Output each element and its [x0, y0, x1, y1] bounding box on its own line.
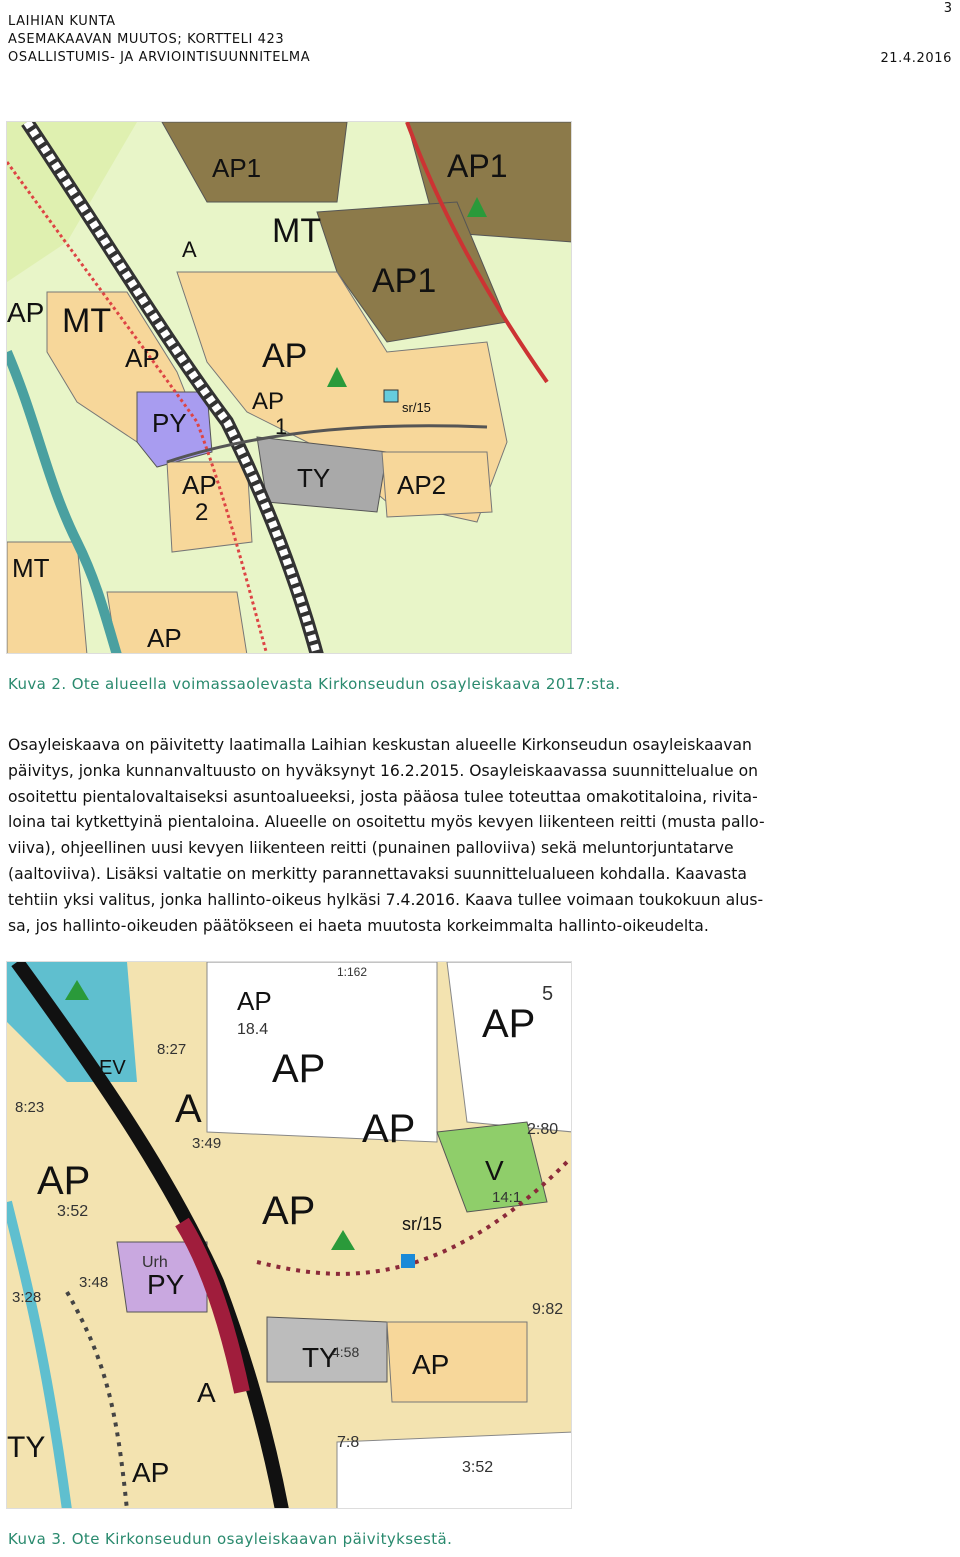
map1-label: AP — [125, 343, 160, 373]
map1-label: TY — [297, 463, 331, 493]
map1-label: MT — [12, 553, 50, 583]
map2-label: Urh — [142, 1254, 168, 1271]
map2-label: 14:1 — [492, 1189, 522, 1206]
map2-label: EV — [99, 1057, 126, 1079]
map1-label: AP — [182, 470, 217, 500]
figure-caption-3: Kuva 3. Ote Kirkonseudun osayleiskaavan päivityksestä. — [8, 1530, 453, 1548]
map2-blue-square-marker — [401, 1254, 415, 1268]
map2-label: AP — [132, 1457, 170, 1488]
map1-label: PY — [152, 408, 187, 438]
paragraph-line: päivitys, jonka kunnanvaltuusto on hyväksynyt 16.2.2015. Osayleiskaavassa suunnittelualue on — [8, 761, 758, 780]
header-date: 21.4.2016 — [880, 51, 952, 66]
map2-label: 3:28 — [12, 1289, 42, 1306]
map2-label: sr/15 — [402, 1214, 443, 1234]
map2-label: 8:27 — [157, 1041, 187, 1058]
paragraph-line: sa, jos hallinto-oikeuden päätökseen ei haeta muutosta korkeimmalta hallinto-oikeudelta. — [8, 916, 709, 935]
map2-white-zone-south — [337, 1432, 572, 1509]
map1-label: MT — [272, 212, 322, 250]
map2-svg — [7, 962, 572, 1509]
map2-residential-ap-east — [387, 1322, 527, 1402]
paragraph-line: viiva), ohjeellinen uusi kevyen liikenteen reitti (punainen palloviiva) sekä meluntorjuntatarve — [8, 839, 734, 858]
map2-label: 18.4 — [237, 1021, 269, 1038]
map2-label: 1:162 — [337, 965, 368, 979]
map2-label: AP — [37, 1159, 91, 1203]
map1-label: A — [182, 237, 197, 262]
paragraph-line: loina tai kytkettyinä pientaloina. Alueelle on osoitettu myös kevyen liikenteen reitti (musta pallo- — [8, 813, 765, 832]
map1-label: AP1 — [447, 148, 508, 184]
map-general-plan-2017 — [6, 121, 572, 654]
map1-label: AP — [147, 623, 182, 653]
map1-blue-square-marker — [384, 390, 398, 402]
map1-label: sr/15 — [402, 400, 431, 415]
map2-label: 9:82 — [532, 1301, 564, 1318]
map2-label: 8:23 — [15, 1099, 45, 1116]
paragraph-line: osoitettu pientalovaltaiseksi asuntoalueeksi, josta pääosa tulee toteuttaa omakotitaloina, rivita- — [8, 787, 758, 806]
map1-label: AP2 — [397, 470, 447, 500]
map2-label: PY — [147, 1269, 185, 1300]
map2-label: 3:52 — [57, 1203, 89, 1220]
map2-label: 3:48 — [79, 1274, 109, 1291]
header-org: LAIHIAN KUNTA — [8, 14, 116, 29]
header-subtitle: OSALLISTUMIS- JA ARVIOINTISUUNNITELMA — [8, 50, 311, 65]
map2-label: AP — [262, 1189, 316, 1233]
map1-svg — [7, 122, 572, 654]
page-number: 3 — [943, 1, 952, 16]
map-general-plan-update — [6, 961, 572, 1509]
map2-white-zone-east — [447, 962, 572, 1132]
figure-caption-2: Kuva 2. Ote alueella voimassaolevasta Kirkonseudun osayleiskaava 2017:sta. — [8, 675, 621, 693]
map2-label: 4:58 — [332, 1344, 360, 1360]
map2-label: 3:49 — [192, 1135, 222, 1152]
map2-label: V — [485, 1155, 504, 1186]
map1-label: 2 — [195, 499, 209, 526]
map2-label: TY — [302, 1342, 338, 1373]
map2-label: 5 — [542, 983, 554, 1005]
map2-label: AP — [482, 1002, 536, 1046]
map2-label: AP — [272, 1047, 326, 1091]
map1-label: AP1 — [212, 153, 262, 183]
map2-label: 2:80 — [527, 1121, 559, 1138]
map1-label: AP1 — [372, 262, 437, 300]
paragraph-line: Osayleiskaava on päivitetty laatimalla Laihian keskustan alueelle Kirkonseudun osayleiskaavan — [8, 736, 752, 754]
map2-label: AP — [412, 1349, 450, 1380]
map2-label: 7:8 — [337, 1434, 360, 1451]
body-paragraph — [8, 733, 958, 939]
map2-label: AP — [237, 986, 272, 1016]
map2-label: 3:52 — [462, 1459, 494, 1476]
map2-label: TY — [7, 1431, 46, 1464]
paragraph-line: tehtiin yksi valitus, jonka hallinto-oikeus hylkäsi 7.4.2016. Kaava tullee voimaan toukokuun alus- — [8, 890, 764, 909]
header-title: ASEMAKAAVAN MUUTOS; KORTTELI 423 — [8, 32, 285, 47]
map2-label: A — [175, 1087, 202, 1131]
map1-label: AP — [262, 337, 308, 375]
map2-label: AP — [362, 1107, 416, 1151]
map1-label: MT — [62, 302, 112, 340]
paragraph-line: (aaltoviiva). Lisäksi valtatie on merkitty parannettavaksi suunnittelualueen kohdalla. Kaavasta — [8, 864, 747, 883]
map2-label: A — [197, 1377, 216, 1408]
map1-label: AP — [252, 388, 285, 415]
map1-label: AP — [7, 297, 45, 328]
map1-label: 1 — [275, 414, 288, 439]
